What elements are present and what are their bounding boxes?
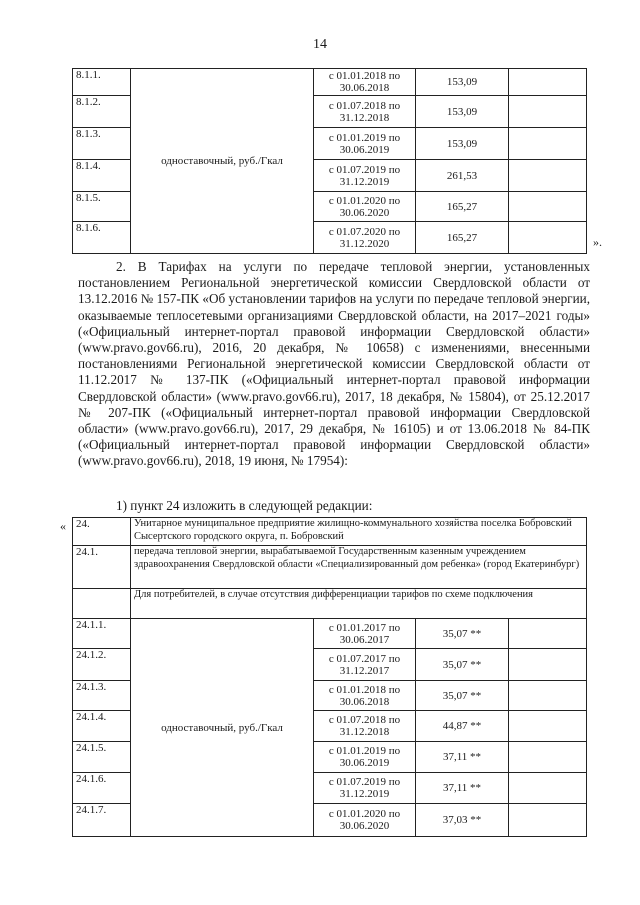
tariff-value: 37,03 **: [416, 804, 509, 837]
row-number: 24.1.1.: [73, 619, 131, 649]
empty-cell: [509, 681, 587, 711]
item-1: 1) пункт 24 изложить в следующей редакции:: [116, 498, 373, 513]
empty-cell: [509, 804, 587, 837]
row-number: 8.1.6.: [73, 222, 131, 254]
empty-cell: [73, 589, 131, 619]
tariff-value: 153,09: [416, 96, 509, 128]
table-row: [73, 619, 587, 649]
empty-cell: [509, 96, 587, 128]
amendment-paragraph: 2. В Тарифах на услуги по передаче тепловой энергии, установленных постановлением Региональной энергетической комиссии Свердловской области от 13.12.2016 № 157-ПК «Об установлении тарифов на услуги по передаче тепловой энергии, оказываемые теплосетевыми организациями Свердловской области, на 2017–2021 годы» («Официальный интернет-портал правовой информации Свердловской области» (www.pravo.gov66.ru), 2016, 20 декабря, № 10658) с изменениями, внесенными постановлениями Региональной энергетической комиссии Свердловской области от 11.12.2017 № 137-ПК («Официальный интернет-портал правовой информации Свердловской области» (www.pravo.gov66.ru), 2017, 18 декабря, № 15804), от 25.12.2017 № 207-ПК («Официальный интернет-портал правовой информации Свердловской области» (www.pravo.gov66.ru), 2017, 29 декабря, № 16105) и от 13.06.2018 № 84-ПК («Официальный интернет-портал правовой информации Свердловской области» (www.pravo.gov66.ru), 2018, 19 июня, № 17954):: [78, 259, 590, 469]
row-number: 24.1.5.: [73, 742, 131, 773]
rate-type-cell: одноставочный, руб./Гкал: [131, 69, 314, 254]
row-number: 8.1.3.: [73, 128, 131, 160]
tariff-value: 165,27: [416, 222, 509, 254]
table-row: [73, 69, 587, 96]
consumer-group: Для потребителей, в случае отсутствия дифференциации тарифов по схеме подключения: [131, 589, 587, 619]
period-cell: с 01.01.2020 по 30.06.2020: [314, 192, 416, 222]
empty-cell: [509, 773, 587, 804]
period-cell: с 01.07.2020 по 31.12.2020: [314, 222, 416, 254]
tariff-value: 37,11 **: [416, 742, 509, 773]
period-cell: с 01.01.2019 по 30.06.2019: [314, 742, 416, 773]
empty-cell: [509, 128, 587, 160]
tariff-value: 153,09: [416, 69, 509, 96]
closing-quote-mark: ».: [593, 235, 602, 249]
row-number: 24.: [73, 518, 131, 546]
tariff-table-8-1: [72, 68, 587, 254]
tariff-table-24: [72, 517, 587, 837]
tariff-value: 261,53: [416, 160, 509, 192]
period-cell: с 01.07.2019 по 31.12.2019: [314, 160, 416, 192]
empty-cell: [509, 69, 587, 96]
row-number: 8.1.4.: [73, 160, 131, 192]
period-cell: с 01.01.2018 по 30.06.2018: [314, 681, 416, 711]
row-number: 24.1.4.: [73, 711, 131, 742]
period-cell: с 01.01.2018 по 30.06.2018: [314, 69, 416, 96]
period-cell: с 01.01.2020 по 30.06.2020: [314, 804, 416, 837]
tariff-value: 44,87 **: [416, 711, 509, 742]
period-cell: с 01.07.2017 по 31.12.2017: [314, 649, 416, 681]
period-cell: с 01.01.2019 по 30.06.2019: [314, 128, 416, 160]
row-number: 24.1.2.: [73, 649, 131, 681]
empty-cell: [509, 649, 587, 681]
tariff-value: 35,07 **: [416, 619, 509, 649]
rate-type-cell: одноставочный, руб./Гкал: [131, 619, 314, 837]
service-description: передача тепловой энергии, вырабатываемой Государственным казенным учреждением здравоохранения Свердловской области «Специализированный дом ребенка» (город Екатеринбург): [131, 546, 587, 589]
table-row: [73, 518, 587, 546]
period-cell: с 01.07.2018 по 31.12.2018: [314, 711, 416, 742]
row-number: 24.1.6.: [73, 773, 131, 804]
row-number: 8.1.1.: [73, 69, 131, 96]
page-number: 14: [313, 37, 327, 52]
empty-cell: [509, 160, 587, 192]
table-row: [73, 546, 587, 589]
empty-cell: [509, 222, 587, 254]
empty-cell: [509, 711, 587, 742]
period-cell: с 01.07.2019 по 31.12.2019: [314, 773, 416, 804]
row-number: 8.1.5.: [73, 192, 131, 222]
row-number: 24.1.7.: [73, 804, 131, 837]
period-cell: с 01.01.2017 по 30.06.2017: [314, 619, 416, 649]
tariff-value: 165,27: [416, 192, 509, 222]
table-row: [73, 589, 587, 619]
empty-cell: [509, 742, 587, 773]
tariff-value: 35,07 **: [416, 681, 509, 711]
row-number: 24.1.3.: [73, 681, 131, 711]
row-number: 8.1.2.: [73, 96, 131, 128]
period-cell: с 01.07.2018 по 31.12.2018: [314, 96, 416, 128]
empty-cell: [509, 192, 587, 222]
empty-cell: [509, 619, 587, 649]
organization-name: Унитарное муниципальное предприятие жилищно-коммунального хозяйства поселка Бобровский Сысертского городского округа, п. Бобровский: [131, 518, 587, 546]
opening-quote-mark: «: [60, 519, 66, 533]
row-number: 24.1.: [73, 546, 131, 589]
tariff-value: 37,11 **: [416, 773, 509, 804]
tariff-value: 153,09: [416, 128, 509, 160]
tariff-value: 35,07 **: [416, 649, 509, 681]
